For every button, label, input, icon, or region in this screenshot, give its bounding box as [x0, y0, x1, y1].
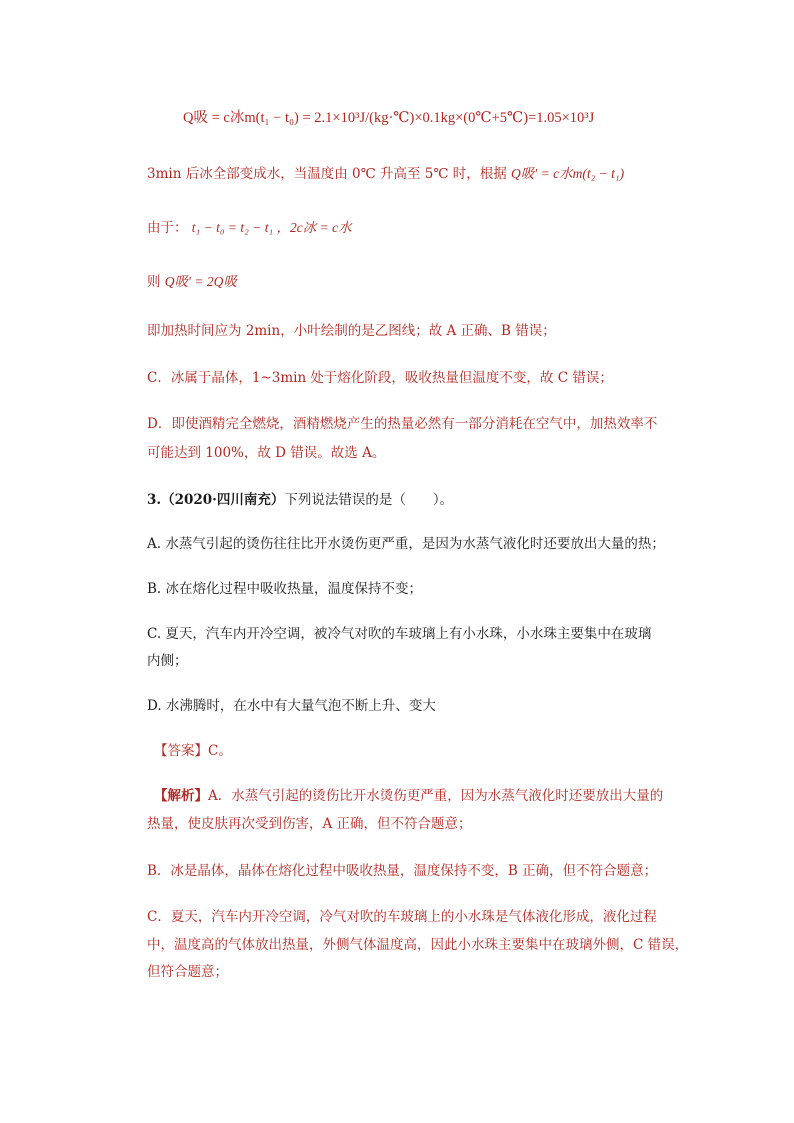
analysis-c-1: C．夏天，汽车内开冷空调，冷气对吹的车玻璃上的小水珠是气体液化形成，液化过程 — [147, 909, 657, 925]
question-3 — [147, 491, 453, 509]
line-d-jiujing-2: 可能达到 100%，故 D 错误。故选 A。 — [147, 445, 386, 461]
line-jiare: 即加热时间应为 2min，小叶绘制的是乙图线；故 A 正确、B 错误； — [147, 323, 556, 339]
q3-option-a: A. 水蒸气引起的烫伤往往比开水烫伤更严重，是因为水蒸气液化时还要放出大量的热； — [147, 536, 665, 552]
line-ze — [147, 273, 237, 291]
analysis-b: B．冰是晶体，晶体在熔化过程中吸收热量，温度保持不变，B 正确，但不符合题意； — [147, 863, 658, 879]
analysis-a-1-text: A．水蒸气引起的烫伤比开水烫伤更严重，因为水蒸气液化时还要放出大量的 — [208, 788, 664, 804]
answer-value: C。 — [208, 743, 232, 759]
formula-heat-absorbed: Q吸 = c冰m(t₁ − t₀) = 2.1×10³J/(kg·℃)×0.1kg×(0℃+5℃)=1.05×10³J — [183, 110, 595, 126]
line-ze-text: 则 — [147, 274, 161, 290]
line-youyu — [147, 219, 352, 237]
answer-line — [154, 742, 232, 760]
line-3min-text: 3min 后冰全部变成水，当温度由 0℃ 升高至 5℃ 时，根据 — [147, 166, 507, 182]
analysis-a-1 — [154, 787, 663, 805]
answer-label: 【答案】 — [154, 743, 208, 759]
line-c-bing: C．冰属于晶体，1~3min 处于熔化阶段，吸收热量但温度不变，故 C 错误； — [147, 370, 613, 386]
line-youyu-formula: t₁ − t₀ = t₂ − t₁ ，2c冰 = c水 — [191, 220, 352, 235]
line-youyu-text: 由于： — [147, 220, 188, 236]
analysis-label: 【解析】 — [154, 788, 208, 804]
line-ze-formula: Q吸′ = 2Q吸 — [164, 274, 237, 289]
analysis-c-3: 但符合题意； — [147, 964, 228, 980]
q3-option-c-2: 内侧； — [147, 653, 188, 669]
line-d-jiujing-1: D．即使酒精完全燃烧，酒精燃烧产生的热量必然有一部分消耗在空气中，加热效率不 — [147, 416, 658, 432]
line-3min — [147, 165, 624, 183]
line-3min-formula: Q吸′ = c水m(t₂ − t₁) — [511, 166, 625, 181]
q3-stem: 下列说法错误的是（ ）。 — [284, 492, 454, 508]
q3-option-b: B. 冰在熔化过程中吸收热量，温度保持不变； — [147, 581, 423, 597]
q3-option-d: D. 水沸腾时，在水中有大量气泡不断上升、变大 — [147, 698, 436, 714]
q3-option-c-1: C. 夏天，汽车内开冷空调，被冷气对吹的车玻璃上有小水珠，小水珠主要集中在玻璃 — [147, 626, 652, 642]
q3-source: 3.（2020·四川南充） — [147, 492, 285, 508]
analysis-a-2: 热量，使皮肤再次受到伤害，A 正确，但不符合题意； — [147, 816, 472, 832]
analysis-c-2: 中，温度高的气体放出热量，外侧气体温度高，因此小水珠主要集中在玻璃外侧，C 错误， — [147, 937, 689, 953]
